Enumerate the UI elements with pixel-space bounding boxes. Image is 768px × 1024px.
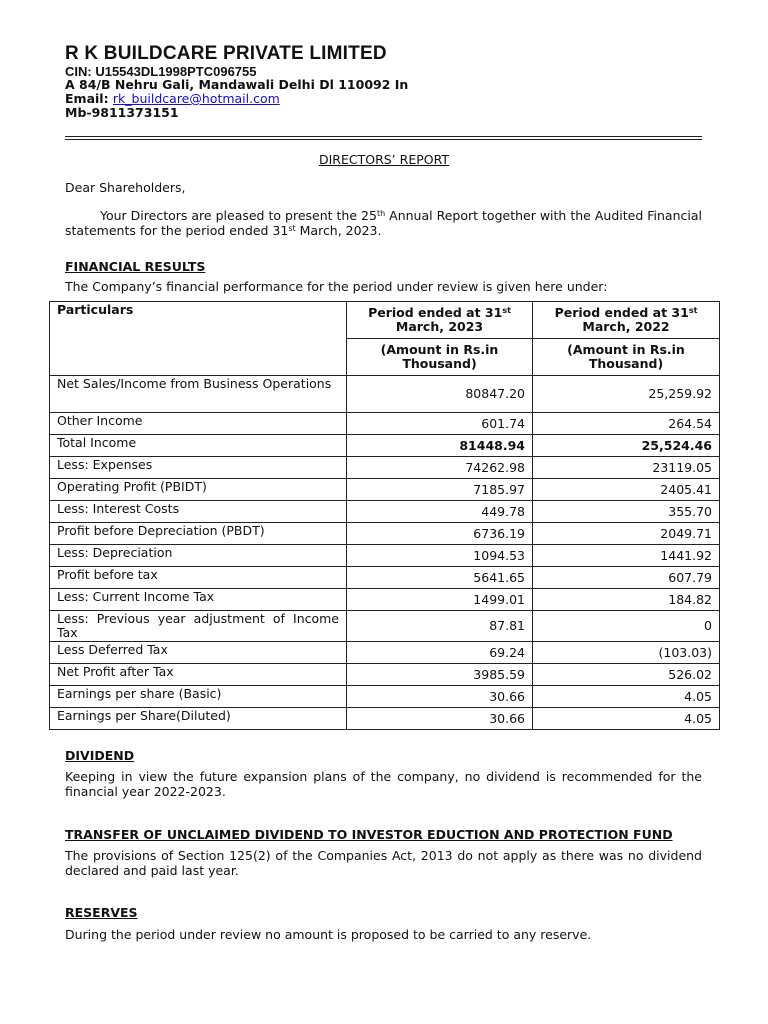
value-2022: 526.02 [533, 664, 720, 686]
value-2022: 4.05 [533, 708, 720, 730]
email-label: Email: [65, 91, 113, 106]
value-2022: 607.79 [533, 567, 720, 589]
table-row [50, 523, 720, 545]
value-2023: 1094.53 [347, 545, 533, 567]
table-row [50, 664, 720, 686]
value-2023: 30.66 [347, 686, 533, 708]
row-label: Profit before tax [50, 567, 347, 589]
unclaimed-dividend-text: The provisions of Section 125(2) of the Companies Act, 2013 do not apply as there was no dividend declared and paid last year. [65, 848, 702, 878]
table-row [50, 457, 720, 479]
unclaimed-dividend-heading: TRANSFER OF UNCLAIMED DIVIDEND TO INVESTOR EDUCTION AND PROTECTION FUND [65, 827, 673, 842]
value-2023: 1499.01 [347, 589, 533, 611]
table-row [50, 501, 720, 523]
value-2023: 7185.97 [347, 479, 533, 501]
value-2022: 25,524.46 [533, 435, 720, 457]
row-label: Other Income [50, 413, 347, 435]
financial-results-heading: FINANCIAL RESULTS [65, 259, 206, 274]
value-2022: 2049.71 [533, 523, 720, 545]
table-row [50, 435, 720, 457]
value-2023: 6736.19 [347, 523, 533, 545]
value-2022: 0 [533, 611, 720, 642]
row-label: Less: Depreciation [50, 545, 347, 567]
row-label: Less: Interest Costs [50, 501, 347, 523]
col-2022-unit: (Amount in Rs.in Thousand) [533, 339, 720, 376]
row-label: Profit before Depreciation (PBDT) [50, 523, 347, 545]
table-row [50, 611, 720, 642]
row-label: Earnings per share (Basic) [50, 686, 347, 708]
financial-results-intro: The Company’s financial performance for the period under review is given here under: [65, 279, 608, 294]
row-label: Less: Expenses [50, 457, 347, 479]
report-title: DIRECTORS’ REPORT [318, 152, 450, 167]
row-label: Less: Previous year adjustment of Income Tax [50, 611, 347, 642]
financial-results-table [49, 301, 720, 730]
reserves-text: During the period under review no amount is proposed to be carried to any reserve. [65, 927, 592, 942]
value-2022: 355.70 [533, 501, 720, 523]
value-2022: 2405.41 [533, 479, 720, 501]
dividend-heading: DIVIDEND [65, 748, 135, 763]
row-label: Operating Profit (PBIDT) [50, 479, 347, 501]
table-row [50, 686, 720, 708]
mobile-number: Mb-9811373151 [65, 105, 179, 120]
table-row [50, 708, 720, 730]
value-2022: 23119.05 [533, 457, 720, 479]
cin-number: CIN: U15543DL1998PTC096755 [65, 64, 257, 79]
row-label: Less: Current Income Tax [50, 589, 347, 611]
table-row [50, 545, 720, 567]
value-2023: 74262.98 [347, 457, 533, 479]
col-2022-header: Period ended at 31st March, 2022 [533, 302, 720, 339]
email-link[interactable]: rk_buildcare@hotmail.com [112, 91, 280, 106]
value-2022: 25,259.92 [533, 376, 720, 413]
table-row [50, 376, 720, 413]
header-divider-bottom [65, 139, 702, 140]
value-2023: 601.74 [347, 413, 533, 435]
email-line [65, 92, 280, 106]
value-2022: 4.05 [533, 686, 720, 708]
row-label: Net Sales/Income from Business Operations [50, 376, 347, 413]
row-label: Total Income [50, 435, 347, 457]
value-2023: 81448.94 [347, 435, 533, 457]
row-label: Earnings per Share(Diluted) [50, 708, 347, 730]
value-2022: 264.54 [533, 413, 720, 435]
table-row [50, 479, 720, 501]
value-2023: 3985.59 [347, 664, 533, 686]
value-2023: 449.78 [347, 501, 533, 523]
dividend-text: Keeping in view the future expansion plans of the company, no dividend is recommended for the financial year 2022-2023. [65, 769, 702, 799]
col-particulars-header: Particulars [50, 302, 347, 376]
table-row [50, 642, 720, 664]
table-row [50, 589, 720, 611]
value-2022: 1441.92 [533, 545, 720, 567]
header-divider-top [65, 136, 702, 137]
company-name: R K BUILDCARE PRIVATE LIMITED [65, 43, 387, 64]
row-label: Less Deferred Tax [50, 642, 347, 664]
col-2023-header: Period ended at 31st March, 2023 [347, 302, 533, 339]
intro-paragraph: Your Directors are pleased to present the 25th Annual Report together with the Audited Financial statements for the period ended 31st March, 2023. [65, 208, 702, 238]
company-address: A 84/B Nehru Gali, Mandawali Delhi Dl 110092 In [65, 77, 409, 92]
value-2022: (103.03) [533, 642, 720, 664]
value-2023: 80847.20 [347, 376, 533, 413]
row-label: Net Profit after Tax [50, 664, 347, 686]
value-2023: 5641.65 [347, 567, 533, 589]
value-2022: 184.82 [533, 589, 720, 611]
value-2023: 87.81 [347, 611, 533, 642]
col-2023-unit: (Amount in Rs.in Thousand) [347, 339, 533, 376]
table-row [50, 413, 720, 435]
table-row [50, 567, 720, 589]
reserves-heading: RESERVES [65, 905, 138, 920]
salutation: Dear Shareholders, [65, 180, 186, 195]
value-2023: 69.24 [347, 642, 533, 664]
value-2023: 30.66 [347, 708, 533, 730]
